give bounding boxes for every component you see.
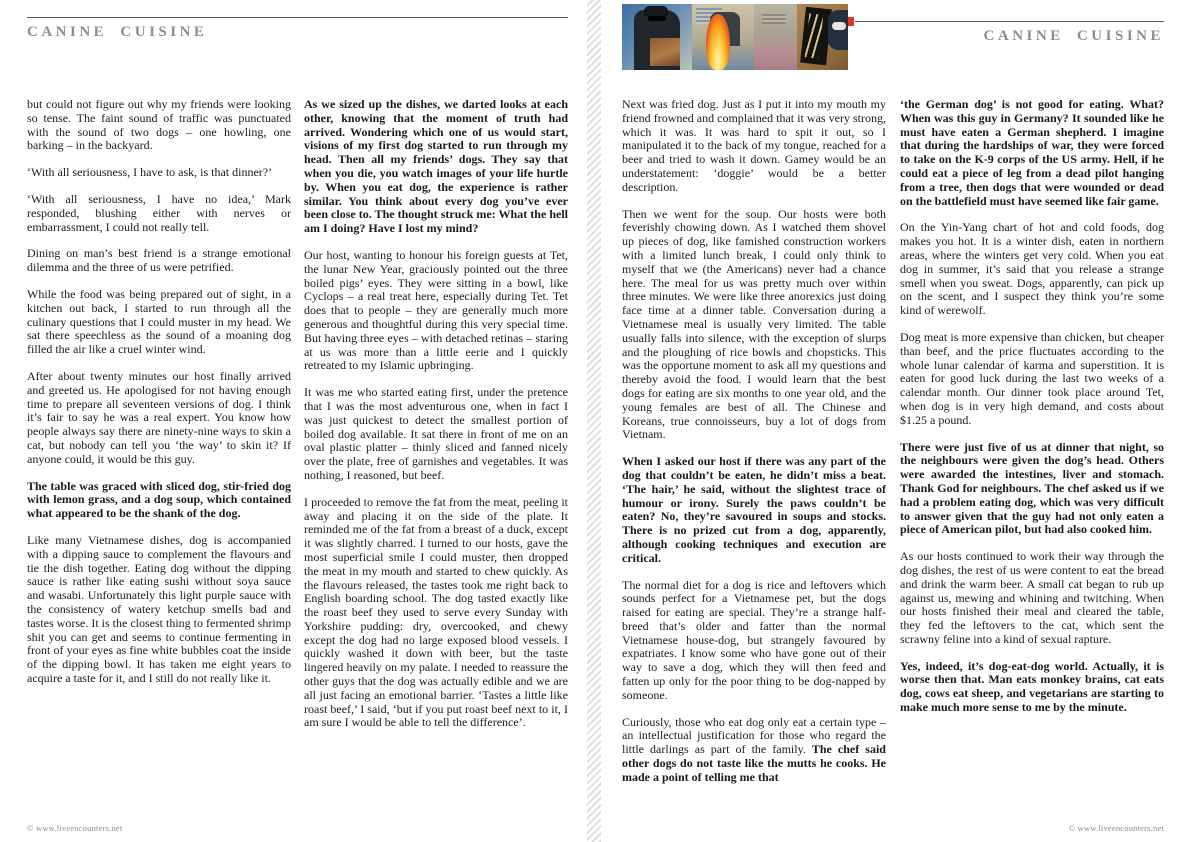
paragraph: Our host, wanting to honour his foreign guests at Tet, the lunar New Year, graciously pointed out the three boiled pigs’ eyes. They were sitting in a bowl, like Cyclops – a real treat here, especially during Tet. Tet does that to people – they are generally much more generous and thoughtful during this very special time. But having three eyes – with detached retinas – staring at us was more than a little eerie and I quickly retreated to my Islamic upbringing. — [304, 247, 568, 373]
paragraph: There were just five of us at dinner that night, so the neighbours were given the dog’s head. Others were awarded the intestines, liver and stomach. Thank God for neighbours. The chef asked us if we had a problem eating dog, which was very difficult to answer given that the guy had not only eaten a piece of American pilot, but had also cooked him. — [900, 439, 1164, 537]
photo-cap — [644, 6, 668, 16]
article-columns-left — [27, 98, 568, 743]
paragraph: After about twenty minutes our host finally arrived and greeted us. He apologised for not having enough time to prepare all seventeen versions of dog. I think it’s fair to say he was a real expert. You know how people always say there are ninety-nine ways to skin a cat, but nobody can tell you ‘the way’ to skin it? If anyone could, it would be this guy. — [27, 368, 291, 466]
photo-wooden-board — [650, 38, 680, 66]
paragraph: When I asked our host if there was any part of the dog that couldn’t be eaten, he didn’t miss a beat. ‘The hair,’ he said, without the slightest trace of humour or irony. Surely the paws couldn’t be eaten? No, they’re savoured in soups and stocks. There is no prized cut from a dog, apparently, although cooking techniques and execution are critical. — [622, 454, 886, 565]
photo-flame — [706, 14, 730, 70]
paragraph: Yes, indeed, it’s dog-eat-dog world. Actually, it is worse then that. Man eats monkey brains, cat eats dog, cows eat sheep, and vegetarians are starting to make much more sense to me by the minute. — [900, 658, 1164, 715]
footer-credit: © www.liveencounters.net — [1068, 823, 1164, 833]
text-column — [900, 98, 1164, 798]
page-title: CANINE CUISINE — [983, 28, 1164, 44]
page-left — [0, 0, 587, 842]
paragraph: The normal diet for a dog is rice and leftovers which sounds perfect for a Vietnamese pet, but the dogs raised for eating are special. They’re a strange half-breed that’s older and fatter than the normal Vietnamese house-dog, but strangely favoured by expatriates. I know some who have gone out of their way to save a dog, which they will then feed and fatten up only for the poor thing to be dog-napped by someone. — [622, 577, 886, 702]
article-columns-right — [622, 98, 1164, 798]
page-title: CANINE CUISINE — [27, 24, 208, 40]
paragraph: ‘With all seriousness, I have to ask, is that dinner?’ — [27, 165, 273, 180]
paragraph: On the Yin-Yang chart of hot and cold foods, dog makes you hot. It is a winter dish, eaten in northern areas, where the winters get very cold. When you eat dog in summer, it’s said that you release a strange smell when you sweat. Dogs, apparently, can pick up on the scent, and I suspect they think you’re some kind of werewolf. — [900, 220, 1164, 318]
header-rule-left — [27, 17, 568, 18]
paragraph: As our hosts continued to work their way through the dog dishes, the rest of us were content to eat the bread and drink the warm beer. A small cat began to rub up against us, mewing and whining and twitching. When our hosts finished their meal and cleared the table, they fed the leftovers to the cat, which sent the scrawny feline into a kind of sexual rapture. — [900, 549, 1164, 646]
paragraph: Next was fried dog. Just as I put it into my mouth my friend frowned and complained that it was very strong, which it was. It was hard to spit it out, so I manipulated it to the back of my tongue, reached for a beer and tried to wash it down. Gamey would be an understatement: ‘doggie’ would be a better description. — [622, 97, 886, 194]
text-column — [622, 98, 886, 798]
page-right — [601, 0, 1191, 842]
paragraph: It was me who started eating first, under the pretence that I was the most adventurous one, when in fact I was just quickest to detect the smallest portion of boiled dog available. It sat there in front of me on an oval plastic platter – thinly sliced and fanned nicely over the plate, free of garnishes and vegetables. It was nothing, I reasoned, but beef. — [304, 385, 568, 482]
footer-credit: © www.liveencounters.net — [27, 823, 123, 833]
header-rule-right — [855, 21, 1164, 22]
photo-person-blue-shirt — [828, 10, 848, 50]
text-column — [304, 98, 568, 743]
paragraph: I proceeded to remove the fat from the meat, peeling it away and placing it on the side of the plate. It reminded me of the fat from a breast of a duck, except it was slightly charred. I turned to our hosts, gave the most superficial smile I could muster, then dropped the meat in my mouth and started to chew quickly. As the flavours released, the tastes took me right back to English boarding school. The dog tasted exactly like the roast beef they used to serve every Sunday with Yorkshire pudding: dry, overcooked, and chewy except the dog had no large exposed blood vessels. I quickly washed it down with beer, but the taste lingered heavily on my palate. I needed to reassure the other guys that the dog was actually edible and we are all just facing an emotional barrier. ‘Tastes a little like roast beef,’ I said, ‘but if you put roast beef next to it, I am sure I would be able to tell the difference’. — [304, 494, 568, 730]
paragraph: ‘With all seriousness, I have no idea,’ Mark responded, blushing either with nerves or embarrassment, I could not really tell. — [27, 191, 291, 234]
paragraph: Dining on man’s best friend is a strange emotional dilemma and the three of us were petrified. — [27, 246, 291, 275]
photo-second-poster — [754, 4, 797, 70]
text-column — [27, 98, 291, 743]
paragraph: Then we went for the soup. Our hosts were both feverishly chowing down. As I watched them shovel up pieces of dog, like famished construction workers with a limited lunch break, I could only think to myself that we (the Americans) never had a chance here. The meal for us was pretty much over within three minutes. We were like three anorexics just doing face time at a dinner table. Conversation during a Vietnamese meal is usually very limited. The table usually falls into silence, with the exception of slurps and the ploughing of rice bowls and chopsticks. This was the opportune moment to ask all my questions and thereby avoid the food. I would learn that the best dogs for eating are six months to one year old, and the young females are best of all. The Chinese and Koreans, true connoisseurs, buy a lot of dogs from Vietnam. — [622, 206, 886, 442]
article-photo — [622, 4, 848, 70]
photo-white-headband — [832, 22, 846, 30]
photo-red-tag — [848, 17, 854, 26]
paragraph: ‘the German dog’ is not good for eating. What? When was this guy in Germany? It sounded like he must have eaten a German shepherd. I imagine that during the hardships of war, they were forced to take on the K-9 corps of the US army. Hell, if he could eat a piece of leg from a dead pilot hanging from a tree, then dogs that were wounded or dead on the battlefield must have seemed like fair game. — [900, 97, 1164, 208]
paragraph: Curiously, those who eat dog only eat a certain type – an intellectual justification for those who regard the little darlings as part of the family. The chef said other dogs do not taste like the mutts he cooks. He made a point of telling me that — [622, 714, 886, 784]
paragraph: As we sized up the dishes, we darted looks at each other, knowing that the moment of truth had arrived. Wondering which one of us would start, visions of my first dog started to run through my head. Then all my friends’ dogs. They say that when you die, you watch images of your life hurtle by. When you eat dog, the experience is rather similar. You think about every dog you’ve ever been close to. The thought struck me: What the hell am I doing? Have I lost my mind? — [304, 97, 568, 236]
photo-sunglasses — [648, 16, 666, 21]
photo-poster-with-flame — [692, 4, 754, 70]
paragraph: The table was graced with sliced dog, stir-fried dog with lemon grass, and a dog soup, which contained what appeared to be the shank of the dog. — [27, 478, 291, 521]
paragraph: Like many Vietnamese dishes, dog is accompanied with a dipping sauce to complement the flavours and tie the dish together. Eating dog without the dipping sauce is rather like eating sushi without soya sauce and wasabi. Unfortunately this light purple sauce with the consistency of watery ketchup smells bad and tastes worse. It is the closest thing to fermented shrimp shit you can get and seems to continue fermenting in front of your eyes as fine white bubbles coat the inside of the dipping bowl. It has taken me eight years to acquire a taste for it, and I still do not really like it. — [27, 532, 291, 685]
page-gutter-shadow — [587, 0, 601, 842]
photo-person-with-sunglasses — [622, 4, 692, 70]
paragraph: but could not figure out why my friends were looking so tense. The faint sound of traffic was punctuated with the sound of two dogs – one howling, one barking – in the backyard. — [27, 97, 291, 153]
photo-person-with-tray — [797, 4, 848, 70]
paragraph: While the food was being prepared out of sight, in a kitchen out back, I started to run through all the culinary questions that I could muster in my head. We sat there speechless as the sound of a moaning dog filled the air like a cruel winter wind. — [27, 286, 291, 357]
photo-poster-text-lines — [762, 14, 786, 24]
paragraph: Dog meat is more expensive than chicken, but cheaper than beef, and the price fluctuates according to the whole lunar calendar of karma and superstition. It is eaten for good luck during the last two weeks of a calendar month. Our dinner took place around Tet, when dog is in very high demand, and costs about $1.25 a pound. — [900, 329, 1164, 427]
